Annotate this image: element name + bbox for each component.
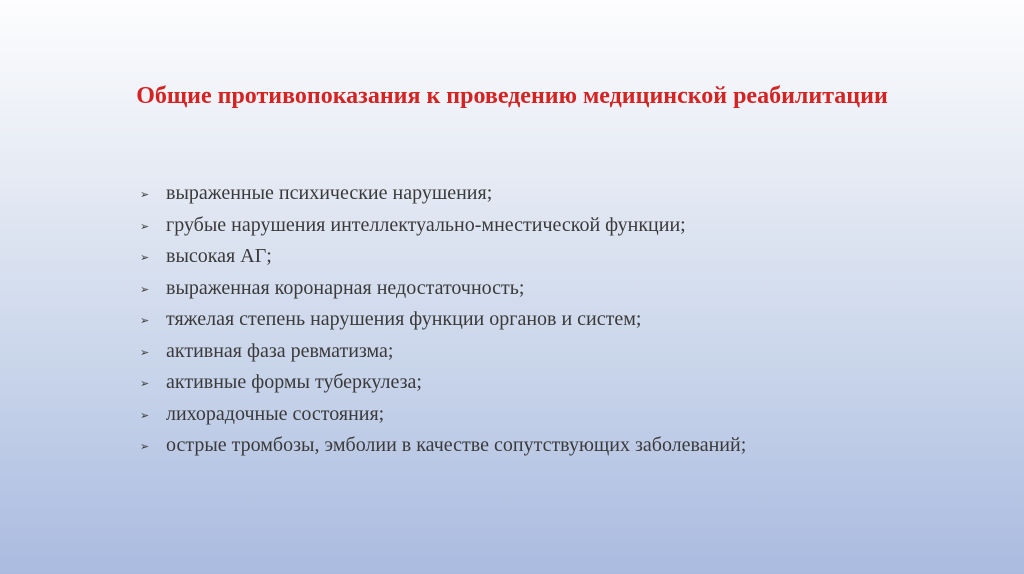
- list-item-text: высокая АГ;: [166, 245, 272, 268]
- list-item-text: грубые нарушения интеллектуально-мнестической функции;: [166, 213, 686, 236]
- list-item: [140, 430, 746, 462]
- list-item-text: выраженная коронарная недостаточность;: [166, 276, 525, 299]
- arrow-bullet-icon: ➢: [140, 441, 150, 454]
- list-item-text: тяжелая степень нарушения функции органов и систем;: [166, 308, 642, 331]
- arrow-bullet-icon: ➢: [140, 189, 150, 202]
- list-item: [140, 241, 746, 273]
- list-item: [140, 178, 746, 210]
- list-item: [140, 304, 746, 336]
- arrow-bullet-icon: ➢: [140, 346, 150, 359]
- list-item-text: активные формы туберкулеза;: [166, 371, 422, 394]
- list-item-text: лихорадочные состояния;: [166, 402, 385, 425]
- list-item-text: активная фаза ревматизма;: [166, 339, 394, 362]
- arrow-bullet-icon: ➢: [140, 283, 150, 296]
- list-item: [140, 210, 746, 242]
- arrow-bullet-icon: ➢: [140, 315, 150, 328]
- list-item: [140, 399, 746, 431]
- arrow-bullet-icon: ➢: [140, 378, 150, 391]
- list-item-text: выраженные психические нарушения;: [166, 182, 493, 205]
- arrow-bullet-icon: ➢: [140, 220, 150, 233]
- arrow-bullet-icon: ➢: [140, 252, 150, 265]
- list-item: [140, 336, 746, 368]
- arrow-bullet-icon: ➢: [140, 409, 150, 422]
- list-item: [140, 273, 746, 305]
- contraindications-list: [140, 178, 746, 462]
- list-item-text: острые тромбозы, эмболии в качестве сопутствующих заболеваний;: [166, 434, 747, 457]
- slide-title: Общие противопоказания к проведению медицинской реабилитации: [136, 83, 888, 109]
- list-item: [140, 367, 746, 399]
